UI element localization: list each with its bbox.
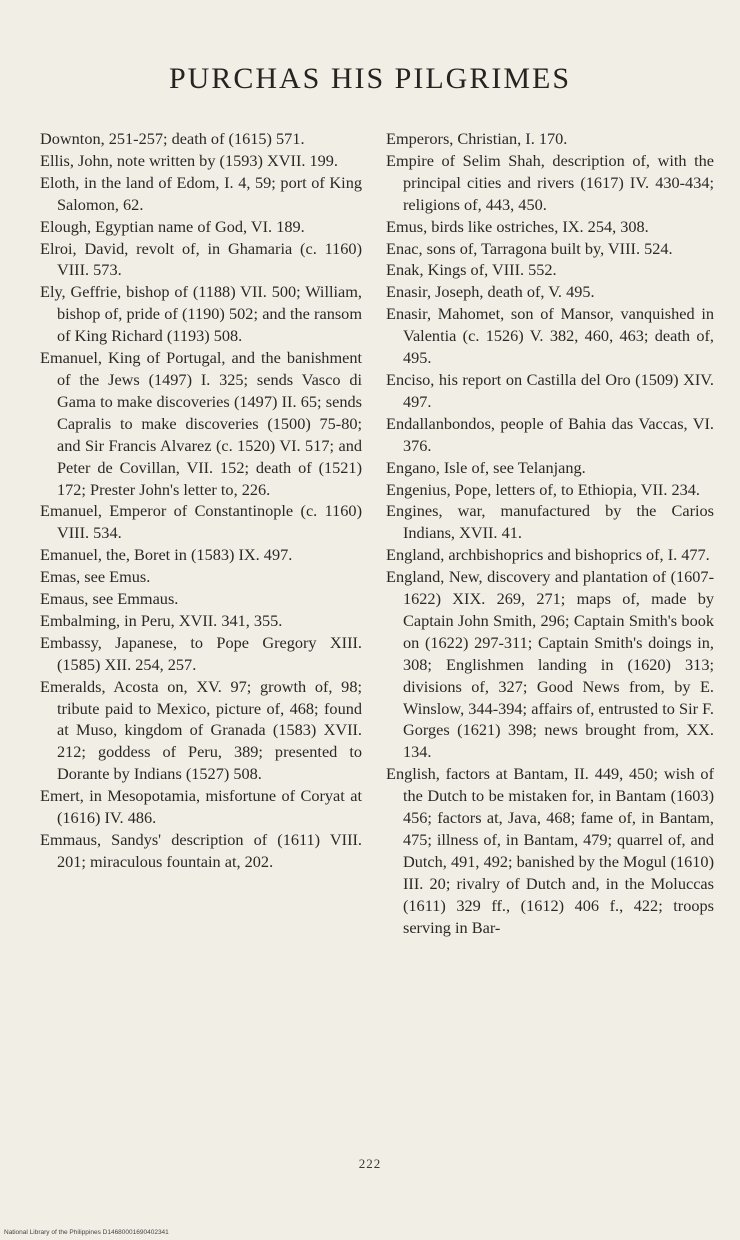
index-entry: Emas, see Emus. (40, 567, 151, 587)
index-entry: Emaus, see Emmaus. (40, 589, 179, 609)
index-entry: England, archbishoprics and bishoprics of, I. 477. (386, 545, 710, 565)
index-entry: Embassy, Japanese, to Pope Gregory XIII. (1585) XII. 254, 257. (40, 632, 362, 674)
index-entry: Engines, war, manufactured by the Carios Indians, XVII. 41. (386, 501, 714, 543)
index-entry: Enak, Kings of, VIII. 552. (386, 260, 557, 280)
index-entry: Emeralds, Acosta on, XV. 97; growth of, 98; tribute paid to Mexico, picture of, 468; found at Muso, kingdom of Granada (1583) XVII. 212; goddess of Peru, 389; presented to Dorante by Indians (1527) 508. (40, 676, 362, 784)
index-entry: Emert, in Mesopotamia, misfortune of Coryat at (1616) IV. 486. (40, 786, 362, 828)
index-entry: Endallanbondos, people of Bahia das Vaccas, VI. 376. (386, 413, 714, 455)
index-entry: English, factors at Bantam, II. 449, 450; wish of the Dutch to be mistaken for, in Bantam (1603) 456; factors at, Java, 468; fame of, in Bantam, 475; illness of, in Bantam, 479; quarrel of, and Dutch, 491, 492; banished by the Mogul (1610) III. 20; rivalry of Dutch and, in the Moluccas (1611) 329 ff., (1612) 406 f., 422; troops serving in Bar- (386, 764, 714, 937)
index-entry: Downton, 251-257; death of (1615) 571. (40, 129, 305, 148)
index-entry: Emanuel, the, Boret in (1583) IX. 497. (40, 545, 293, 565)
index-entry: Emanuel, Emperor of Constantinople (c. 1160) VIII. 534. (40, 501, 362, 543)
index-entry: England, New, discovery and plantation of (1607-1622) XIX. 269, 271; maps of, made by Captain John Smith, 296; Captain Smith's book on (1622) 297-311; Captain Smith's doings in, 308; Englishmen landing in (1620) 313; divisions of, 327; Good News from, by E. Winslow, 344-394; affairs of, entrusted to Sir F. Gorges (1621) 398; news brought from, XX. 134. (386, 567, 714, 762)
index-entry: Emmaus, Sandys' description of (1611) VIII. 201; miraculous fountain at, 202. (40, 830, 362, 871)
index-entry: Emperors, Christian, I. 170. (386, 129, 568, 148)
index-entry: Enciso, his report on Castilla del Oro (1509) XIV. 497. (386, 369, 714, 411)
index-entry: Emus, birds like ostriches, IX. 254, 308. (386, 216, 649, 236)
scan-source-note: National Library of the Philippines D14680001690402341 (4, 1229, 169, 1236)
index-entry: Emanuel, King of Portugal, and the banishment of the Jews (1497) I. 325; sends Vasco di Gama to make discoveries (1497) II. 65; sends Capralis to make discoveries (1500) 75-80; and Sir Francis Alvarez (c. 1520) VI. 517; and Peter de Covillan, VII. 152; death of (1521) 172; Prester John's letter to, 226. (40, 348, 362, 499)
index-entry: Elough, Egyptian name of God, VI. 189. (40, 216, 305, 236)
index-entry: Engano, Isle of, see Telanjang. (386, 457, 586, 477)
left-index-column (40, 128, 362, 873)
index-entry: Empire of Selim Shah, description of, with the principal cities and rivers (1617) IV. 430-434; religions of, 443, 450. (386, 150, 714, 214)
index-entry: Enasir, Joseph, death of, V. 495. (386, 282, 595, 302)
page-number: 222 (358, 1156, 382, 1171)
index-entry: Eloth, in the land of Edom, I. 4, 59; port of King Salomon, 62. (40, 172, 362, 214)
index-entry: Ely, Geffrie, bishop of (1188) VII. 500; William, bishop of, pride of (1190) 502; and the ransom of King Richard (1193) 508. (40, 282, 362, 346)
index-entry: Engenius, Pope, letters of, to Ethiopia, VII. 234. (386, 479, 700, 499)
index-entry: Enac, sons of, Tarragona built by, VIII. 524. (386, 238, 673, 258)
index-entry: Elroi, David, revolt of, in Ghamaria (c. 1160) VIII. 573. (40, 238, 362, 280)
index-entry: Ellis, John, note written by (1593) XVII. 199. (40, 150, 338, 170)
page-title: PURCHAS HIS PILGRIMES (168, 62, 572, 95)
right-index-column (386, 128, 714, 939)
index-entry: Enasir, Mahomet, son of Mansor, vanquished in Valentia (c. 1526) V. 382, 460, 463; death of, 495. (386, 304, 714, 368)
index-entry: Embalming, in Peru, XVII. 341, 355. (40, 610, 283, 630)
